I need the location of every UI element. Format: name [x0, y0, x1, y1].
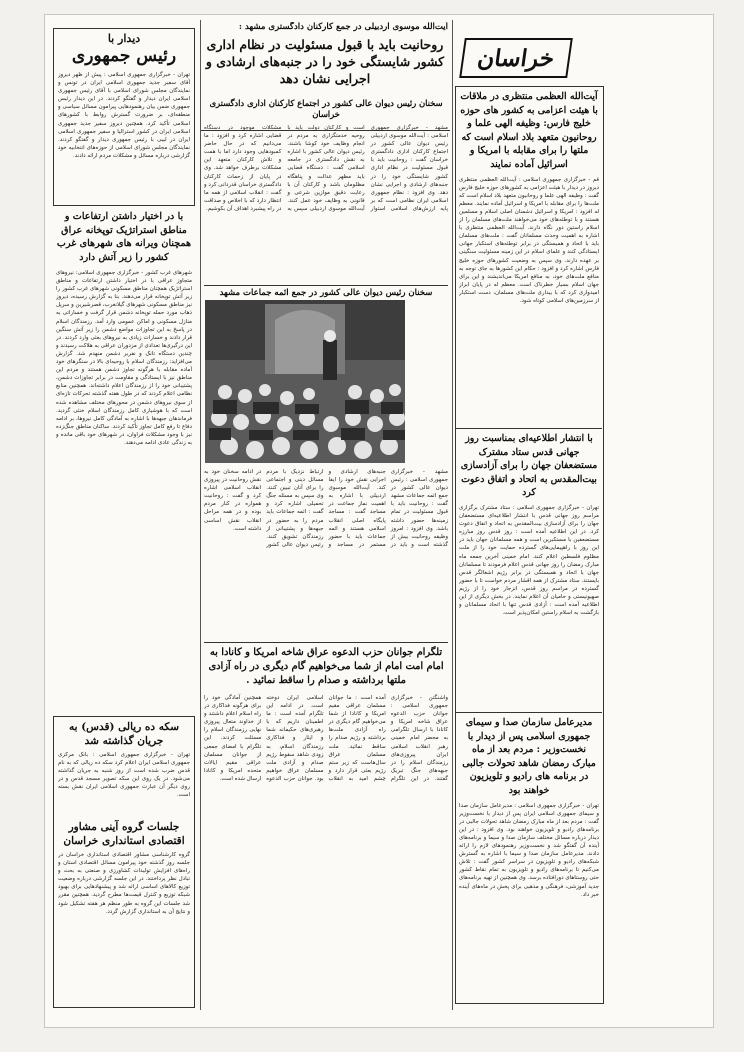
center-top-kicker: سخنان رئیس دیوان عالی کشور در اجتماع کارکنان اداری دادگستری خراسان — [209, 98, 443, 119]
left-bottom-1-headline: سکه ده ریالی (قدس) به جریان گذاشته شد — [68, 721, 179, 747]
column-rule-right — [452, 20, 453, 1010]
right-top-body: قم - خبرگزاری جمهوری اسلامی : آیت‌الله العظمی منتظری دیروز در دیدار با هیئت اعزامی به کشورهای حوزه خلیج فارس گفت : وظیفه الهی علما و روحانیون متعهد بلاد اسلام است که ملت‌ها را برای مقابله با امریکا و اسرائیل آماده نمایند. معظم له افزود : امریکا و اسرائیل دشمنان اصلی اسلام و مسلمین هستند و با توطئه‌های خود می‌خواهند ملت‌های مسلمان را از اسلام راستین دور نگاه دارند. آیت‌الله العظمی منتظری با اشاره به اهمیت وحدت مسلمانان گفت : ملت‌های مسلمان باید با اتحاد و همبستگی در برابر توطئه‌های استکبار جهانی ایستادگی کنند و علمای اسلام در این زمینه مسئولیت سنگینی بر عهده دارند. وی سپس به وضعیت کشورهای حوزه خلیج فارس اشاره کرد و افزود : حکام این کشورها به جای توجه به منافع ملت‌های خود، به منافع امریکا می‌اندیشند و این برای جهان اسلام بسیار خطرناک است. معظم له در پایان ابراز امیدواری کرد که با بیداری ملت‌های مسلمان، دست استکبار از سرزمین‌های اسلامی کوتاه شود. — [459, 176, 599, 304]
left-middle-article — [56, 210, 192, 710]
right-top-article — [459, 90, 599, 424]
banner-headline: روحانیت باید با قبول مسئولیت در نظام اداری کشور شایستگی خود را در جنبه‌های ارشادی و اجرایی نشان دهد — [205, 37, 445, 86]
left-top-article — [58, 32, 190, 202]
left-bottom-article-1 — [58, 720, 190, 816]
center-after-article — [204, 468, 448, 640]
left-bottom-2-body: گروه کارشناسی مشاور اقتصادی استانداری خراسان در جلسه روز گذشته خود پیرامون مسائل اقتصادی استان و راه‌های افزایش تولیدات کشاورزی و صنعتی به بحث و تبادل نظر پرداختند. در این جلسه گزارشی درباره وضعیت توزیع کالاهای اساسی ارائه شد و پیشنهادهایی برای بهبود شبکه توزیع و کنترل قیمت‌ها مطرح گردید. همچنین مقرر شد جلسات این گروه به طور منظم هر هفته تشکیل شود و نتایج آن به استانداری گزارش گردد. — [58, 852, 190, 915]
right-bottom-article — [459, 716, 599, 1000]
right-rule-1 — [456, 428, 602, 429]
photo-caption: سخنان رئیس دیوان عالی کشور در جمع ائمه جماعات مشهد — [219, 288, 433, 298]
center-bottom-body: واشنگتن - خبرگزاری جمهوری اسلامی : جوانان حزب الدعوه عراق شاخه امریکا و کانادا با ارسال تلگرامی به محضر امام خمینی رهبر انقلاب اسلامی ایران پیروزی‌های رزمندگان اسلام را در جبهه‌های جنگ تبریک گفتند. در این تلگرام آمده است : ما جوانان مسلمان عراقی مقیم امریکا و کانادا از شما می‌خواهیم گام دیگری در راه آزادی ملت‌ها برداشته و رژیم صدام را ساقط نمائید. ملت مسلمان عراق سال‌هاست که زیر ستم رژیم بعثی قرار دارد و چشم امید به انقلاب اسلامی ایران دوخته است. در ادامه این تلگرام آمده است : ما اطمینان داریم که با رهبری‌های حکیمانه شما و ایثار و فداکاری رزمندگان اسلام، به زودی شاهد سقوط رژیم صدام و آزادی ملت مسلمان عراق خواهیم بود. جوانان حزب الدعوه همچنین آمادگی خود را برای هرگونه فداکاری در راه اسلام اعلام داشتند و از خداوند متعال پیروزی نهایی رزمندگان اسلام را مسئلت کردند. این تلگرام با امضای جمعی از جوانان مسلمان عراقی مقیم ایالات متحده امریکا و کانادا ارسال شده است. — [204, 695, 448, 782]
center-bottom-headline: تلگرام جوانان حزب الدعوه عراق شاخه امریکا و کانادا به امام امت امام از شما می‌خواهیم گام دیگری در راه آزادی ملتها برداشته و صدام را ساقط نمائید . — [208, 647, 444, 686]
left-bottom-article-2 — [58, 820, 190, 1004]
masthead-logo: خراسان — [459, 38, 573, 78]
center-bottom-article — [204, 646, 448, 1006]
right-middle-body: تهران - خبرگزاری جمهوری اسلامی : ستاد مشترک برگزاری مراسم روز جهانی قدس با انتشار اطلاعیه‌ای مستضعفان جهان را برای آزادسازی بیت‌المقدس به اتحاد و اتفاق دعوت کرد. در این اطلاعیه آمده است : روز قدس روز مبارزه مستضعفین با مستکبرین است و همه مسلمانان جهان باید در این روز با راهپیمایی‌های گسترده حمایت خود را از ملت مظلوم فلسطین اعلام کنند. امام خمینی آخرین جمعه ماه مبارک رمضان را روز جهانی قدس اعلام فرمودند تا مسلمانان جهان با اتحاد و همبستگی در برابر رژیم اشغالگر قدس بایستند. ستاد مشترک از همه اقشار مردم خواست تا با حضور گسترده در مراسم روز قدس، انزجار خود را از رژیم صهیونیستی و حامیان آن اعلام نمایند. در بخش دیگری از این اطلاعیه آمده است : آزادی قدس تنها با اتحاد مسلمانان و بازگشت به اسلام راستین امکان‌پذیر است. — [459, 504, 599, 617]
left-top-body: تهران - خبرگزاری جمهوری اسلامی : پیش از ظهر دیروز آقای سفیر جدید جمهوری اسلامی ایران در تونس و نمایندگان مجلس شورای اسلامی با آقای رئیس جمهوری اسلامی ایران دیدار و گفتگو کردند. در این دیدار رئیس جمهوری ضمن بیان رهنمودهایی پیرامون مسائل سیاسی و منطقه‌ای، بر ضرورت گسترش روابط با کشورهای اسلامی تأکید کرد. همچنین دیروز سفیر جدید جمهوری اسلامی ایران در کشور استرالیا و سفیر جمهوری اسلامی ایران در لیبی با رئیس جمهوری دیدار و گفتگو کردند. نمایندگان مجلس شورای اسلامی از حوزه‌های انتخابیه خود گزارشی درباره مسائل و مشکلات مردم ارائه دادند. — [58, 72, 190, 159]
right-top-headline: آیت‌الله العظمی منتظری در ملاقات با هیئت اعزامی به کشور های حوزه خلیج فارس: وظیفه الهی علما و روحانیون متعهد بلاد اسلام است که ملتها را برای مقابله با امریکا و اسرائیل آماده نمایند — [460, 91, 598, 170]
center-photo-top-rule — [204, 285, 448, 286]
center-bottom-rule — [204, 642, 448, 643]
photo-caption-block — [204, 287, 448, 301]
left-bottom-2-headline: جلسات گروه آینی مشاور اقتصادی استانداری خراسان — [63, 821, 185, 847]
center-top-body: مشهد - خبرگزاری جمهوری اسلامی : آیت‌الله موسوی اردبیلی رئیس دیوان عالی کشور در اجتماع کارکنان اداری دادگستری خراسان گفت : روحانیت باید با قبول مسئولیت در نظام اداری کشور شایستگی خود را در جنبه‌های ارشادی و اجرایی نشان دهد. وی افزود : نظام جمهوری اسلامی ایران نظامی است که بر پایه ارزش‌های اسلامی استوار است و کارکنان دولت باید با روحیه خدمتگزاری به مردم در انجام وظایف خود کوشا باشند. رئیس دیوان عالی کشور با اشاره به نقش دادگستری در جامعه اسلامی گفت : دستگاه قضایی باید مظهر عدالت و پناهگاه مظلومان باشد و کارکنان آن با رعایت دقیق موازین شرعی و قانونی به وظایف خود عمل کنند. آیت‌الله موسوی اردبیلی سپس به مشکلات موجود در دستگاه قضایی اشاره کرد و افزود : ما می‌دانیم که در حال حاضر کمبودهایی وجود دارد اما با همت و تلاش کارکنان متعهد این مشکلات برطرف خواهد شد. وی در پایان از زحمات کارکنان دادگستری خراسان قدردانی کرد و گفت : انقلاب اسلامی از همه ما انتظار دارد که با اخلاص و صداقت در راه پیشبرد اهداف آن بکوشیم. — [204, 125, 448, 212]
center-after-body: مشهد - خبرگزاری جمهوری اسلامی : رئیس دیوان عالی کشور در جمع ائمه جماعات مشهد گفت : روحانیت باید با قبول مسئولیت در تمام زمینه‌ها حضور داشته باشد. وی افزود : امروز وظیفه روحانیت بیش از گذشته است و باید در جنبه‌های ارشادی و اجرایی نقش خود را ایفا کند. آیت‌الله موسوی اردبیلی با اشاره به اهمیت نماز جماعت در مساجد گفت : مساجد پایگاه اصلی انقلاب اسلامی هستند و ائمه جماعات باید با حضور مستمر در مساجد و ارتباط نزدیک با مردم مسائل دینی و اجتماعی را برای آنان تبیین کنند. وی سپس به مسئله جنگ تحمیلی اشاره کرد و گفت : ائمه جماعات باید مردم را به حضور در جبهه‌ها و پشتیبانی از رزمندگان تشویق کنند. رئیس دیوان عالی کشور در ادامه سخنان خود به نقش روحانیت در پیروزی انقلاب اسلامی اشاره کرد و گفت : روحانیت همواره در کنار مردم بوده و در همه مراحل انقلاب نقش اساسی داشته است. — [204, 469, 448, 548]
left-top-headline: رئیس جمهوری — [71, 46, 177, 66]
right-bottom-body: تهران - خبرگزاری جمهوری اسلامی : مدیرعامل سازمان صدا و سیمای جمهوری اسلامی ایران پس از دیدار با نخست‌وزیر گفت : مردم بعد از ماه مبارک رمضان شاهد تحولات جالبی در برنامه‌های رادیو و تلویزیون خواهند بود. وی افزود : در این دیدار درباره مسائل مختلف سازمان صدا و سیما و برنامه‌های آینده آن گفتگو شد و نخست‌وزیر رهنمودهای لازم را ارائه دادند. مدیرعامل سازمان صدا و سیما با اشاره به گسترش شبکه‌های رادیو و تلویزیون در سراسر کشور گفت : تلاش می‌کنیم تا برنامه‌های رادیو و تلویزیون به تمام نقاط کشور حتی روستاهای دورافتاده برسد. وی همچنین از تهیه برنامه‌های جدید آموزشی، فرهنگی و مذهبی برای پخش در ماه‌های آینده خبر داد. — [459, 802, 599, 898]
left-middle-body: شهرهای غرب کشور - خبرگزاری جمهوری اسلامی: نیروهای متجاوز عراقی با در اختیار داشتن ارتفاعات و مناطق استراتژیک همچنان مناطق مسکونی شهرهای غرب کشور را زیر آتش توپخانه قرار می‌دهند. بنا به گزارش رسیده، دیروز نیز مناطق مسکونی شهرهای گیلانغرب، قصرشیرین و سرپل ذهاب مورد حمله توپخانه دشمن قرار گرفت و خساراتی به منازل مسکونی و اماکن عمومی وارد آمد. رزمندگان اسلام در پاسخ به این تجاوزات مواضع دشمن را زیر آتش سنگین قرار دادند و خسارات زیادی به نیروهای بعثی وارد کردند. در این درگیری‌ها تعدادی از مزدوران عراقی به هلاکت رسیدند و چندین دستگاه تانک و نفربر دشمن منهدم شد. گزارش می‌افزاید: رزمندگان اسلام با روحیه‌ای بالا در سنگرهای خود آماده مقابله با هرگونه تجاوز دشمن هستند و مردم این مناطق نیز با ایستادگی و مقاومت در برابر تجاوزات دشمن، پشتیبانی خود را از رزمندگان اعلام داشته‌اند. همچنین منابع نظامی اعلام کردند که در طول هفته گذشته تحرکات تازه‌ای از سوی نیروهای دشمن در محورهای مختلف مشاهده شده است که با هوشیاری کامل رزمندگان اسلام خنثی گردید. فرماندهان جبهه‌ها با اشاره به آمادگی کامل نیروها، بر ادامه دفاع تا رفع کامل تجاوز تأکید کردند. ساکنان مناطق جنگ‌زده نیز با وجود مشکلات فراوان، در شهرهای خود باقی مانده و به زندگی عادی ادامه می‌دهند. — [56, 270, 192, 446]
right-middle-headline: با انتشار اطلاعیه‌ای بمناسبت روز جهانی قدس ستاد مشترک مستضعفان جهان را برای آزادسازی بیت‌المقدس به اتحاد و اتفاق دعوت کرد — [460, 433, 598, 499]
right-bottom-headline: مدیرعامل سازمان صدا و سیمای جمهوری اسلامی پس از دیدار با نخست‌وزیر : مردم بعد از ماه مبارک رمضان شاهد تحولات جالبی در برنامه های رادیو و تلویزیون خواهند بود — [462, 717, 596, 796]
left-top-kicker: دیدار با — [107, 32, 141, 45]
left-middle-headline: با در اختیار داشتن ارتفاعات و مناطق استراتژیک توپخانه عراق همچنان ویرانه های شهرهای غرب کشور را زیر آتش دارد — [56, 211, 192, 263]
gathering-photo — [205, 300, 405, 463]
right-middle-article — [459, 432, 599, 708]
column-rule-left — [200, 20, 201, 1010]
right-rule-2 — [456, 712, 602, 713]
left-bottom-1-body: تهران - خبرگزاری جمهوری اسلامی : بانک مرکزی جمهوری اسلامی ایران اعلام کرد سکه ده ریالی که به نام قدس ضرب شده است از روز شنبه به جریان گذاشته می‌شود. در یک روی این سکه تصویر مسجد قدس و در روی دیگر آن عبارت جمهوری اسلامی ایران نقش بسته است. — [58, 752, 190, 799]
banner-kicker: آیت‌الله موسوی اردبیلی در جمع کارکنان دادگستری مشهد : — [238, 22, 448, 32]
center-top-article — [204, 98, 448, 284]
